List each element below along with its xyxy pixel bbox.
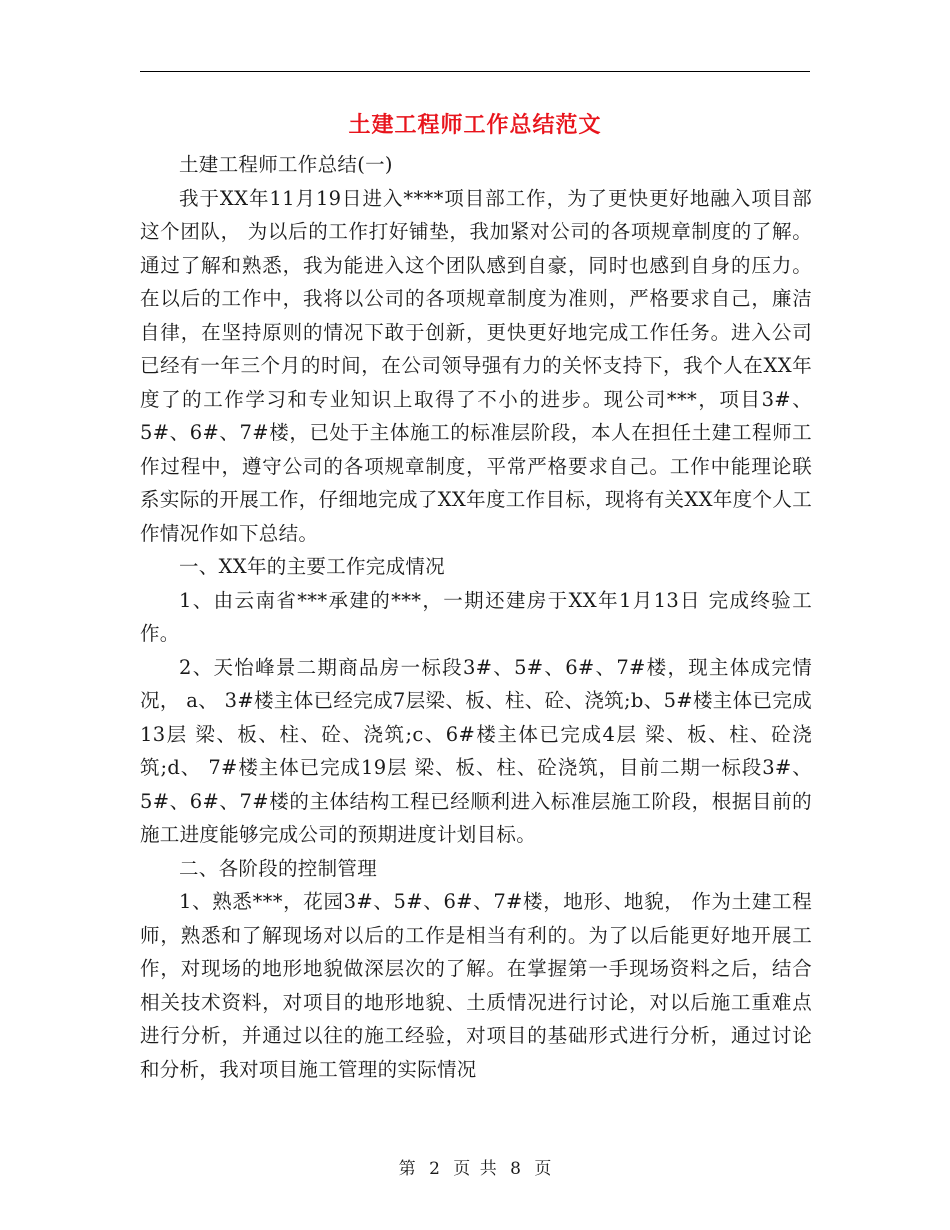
section-heading-control: 二、各阶段的控制管理 (179, 856, 378, 880)
paragraph-item-1: 1、由云南省***承建的***，一期还建房于XX年1月13日 完成终验工作。 (140, 588, 812, 645)
page-footer (0, 1154, 950, 1179)
section-heading-main-work: 一、XX年的主要工作完成情况 (179, 555, 445, 578)
footer-middle: 页 共 (453, 1159, 497, 1179)
paragraph-intro: 我于XX年11月19日进入****项目部工作，为了更快更好地融入项目部这个团队， 为以后的工作打好铺垫，我加紧对公司的各项规章制度的了解。通过了解和熟悉，我为能进入这个团队感到自豪，同时也感到自身的压力。在以后的工作中，我将以公司的各项规章制度为准则，严格要求自己，廉洁自律，在坚持原则的情况下敢于创新，更快更好地完成工作任务。进入公司已经有一年三个月的时间，在公司领导强有力的关怀支持下，我个人在XX年度了的工作学习和专业知识上取得了不小的进步。现公司***，项目3#、5#、6#、7#楼，已处于主体施工的标准层阶段，本人在担任土建工程师工作过程中，遵守公司的各项规章制度，平常严格要求自己。工作中能理论联系实际的开展工作，仔细地完成了XX年度工作目标，现将有关XX年度个人工作情况作如下总结。 (140, 186, 812, 545)
footer-page-number: 2 (429, 1159, 440, 1179)
section-heading-summary-1: 土建工程师工作总结(一) (179, 153, 393, 176)
header-rule (140, 71, 810, 72)
document-title: 土建工程师工作总结范文 (348, 112, 602, 138)
paragraph-control-1: 1、熟悉***，花园3#、5#、6#、7#楼，地形、地貌， 作为土建工程师，熟悉和了解现场对以后的工作是相当有利的。为了以后能更好地开展工作，对现场的地形地貌做深层次的了解。在掌握第一手现场资料之后，结合相关技术资料，对项目的地形地貌、土质情况进行讨论，对以后施工重难点进行分析，并通过以往的施工经验，对项目的基础形式进行分析，通过讨论和分析，我对项目施工管理的实际情况 (140, 890, 812, 1081)
footer-total-pages: 8 (510, 1159, 521, 1179)
document-body (140, 148, 812, 1086)
paragraph-item-2: 2、天怡峰景二期商品房一标段3#、5#、6#、7#楼，现主体成完情况， a、 3#楼主体已经完成7层梁、板、柱、砼、浇筑;b、5#楼主体已完成13层 梁、板、柱、砼、浇筑;c、6#楼主体已完成4层 梁、板、柱、砼浇筑;d、 7#楼主体已完成19层 梁、板、柱、砼浇筑，目前二期一标段3#、5#、6#、7#楼的主体结构工程已经顺利进入标准层施工阶段，根据目前的施工进度能够完成公司的预期进度计划目标。 (140, 655, 812, 846)
footer-prefix: 第 (398, 1159, 416, 1179)
footer-suffix: 页 (534, 1159, 552, 1179)
